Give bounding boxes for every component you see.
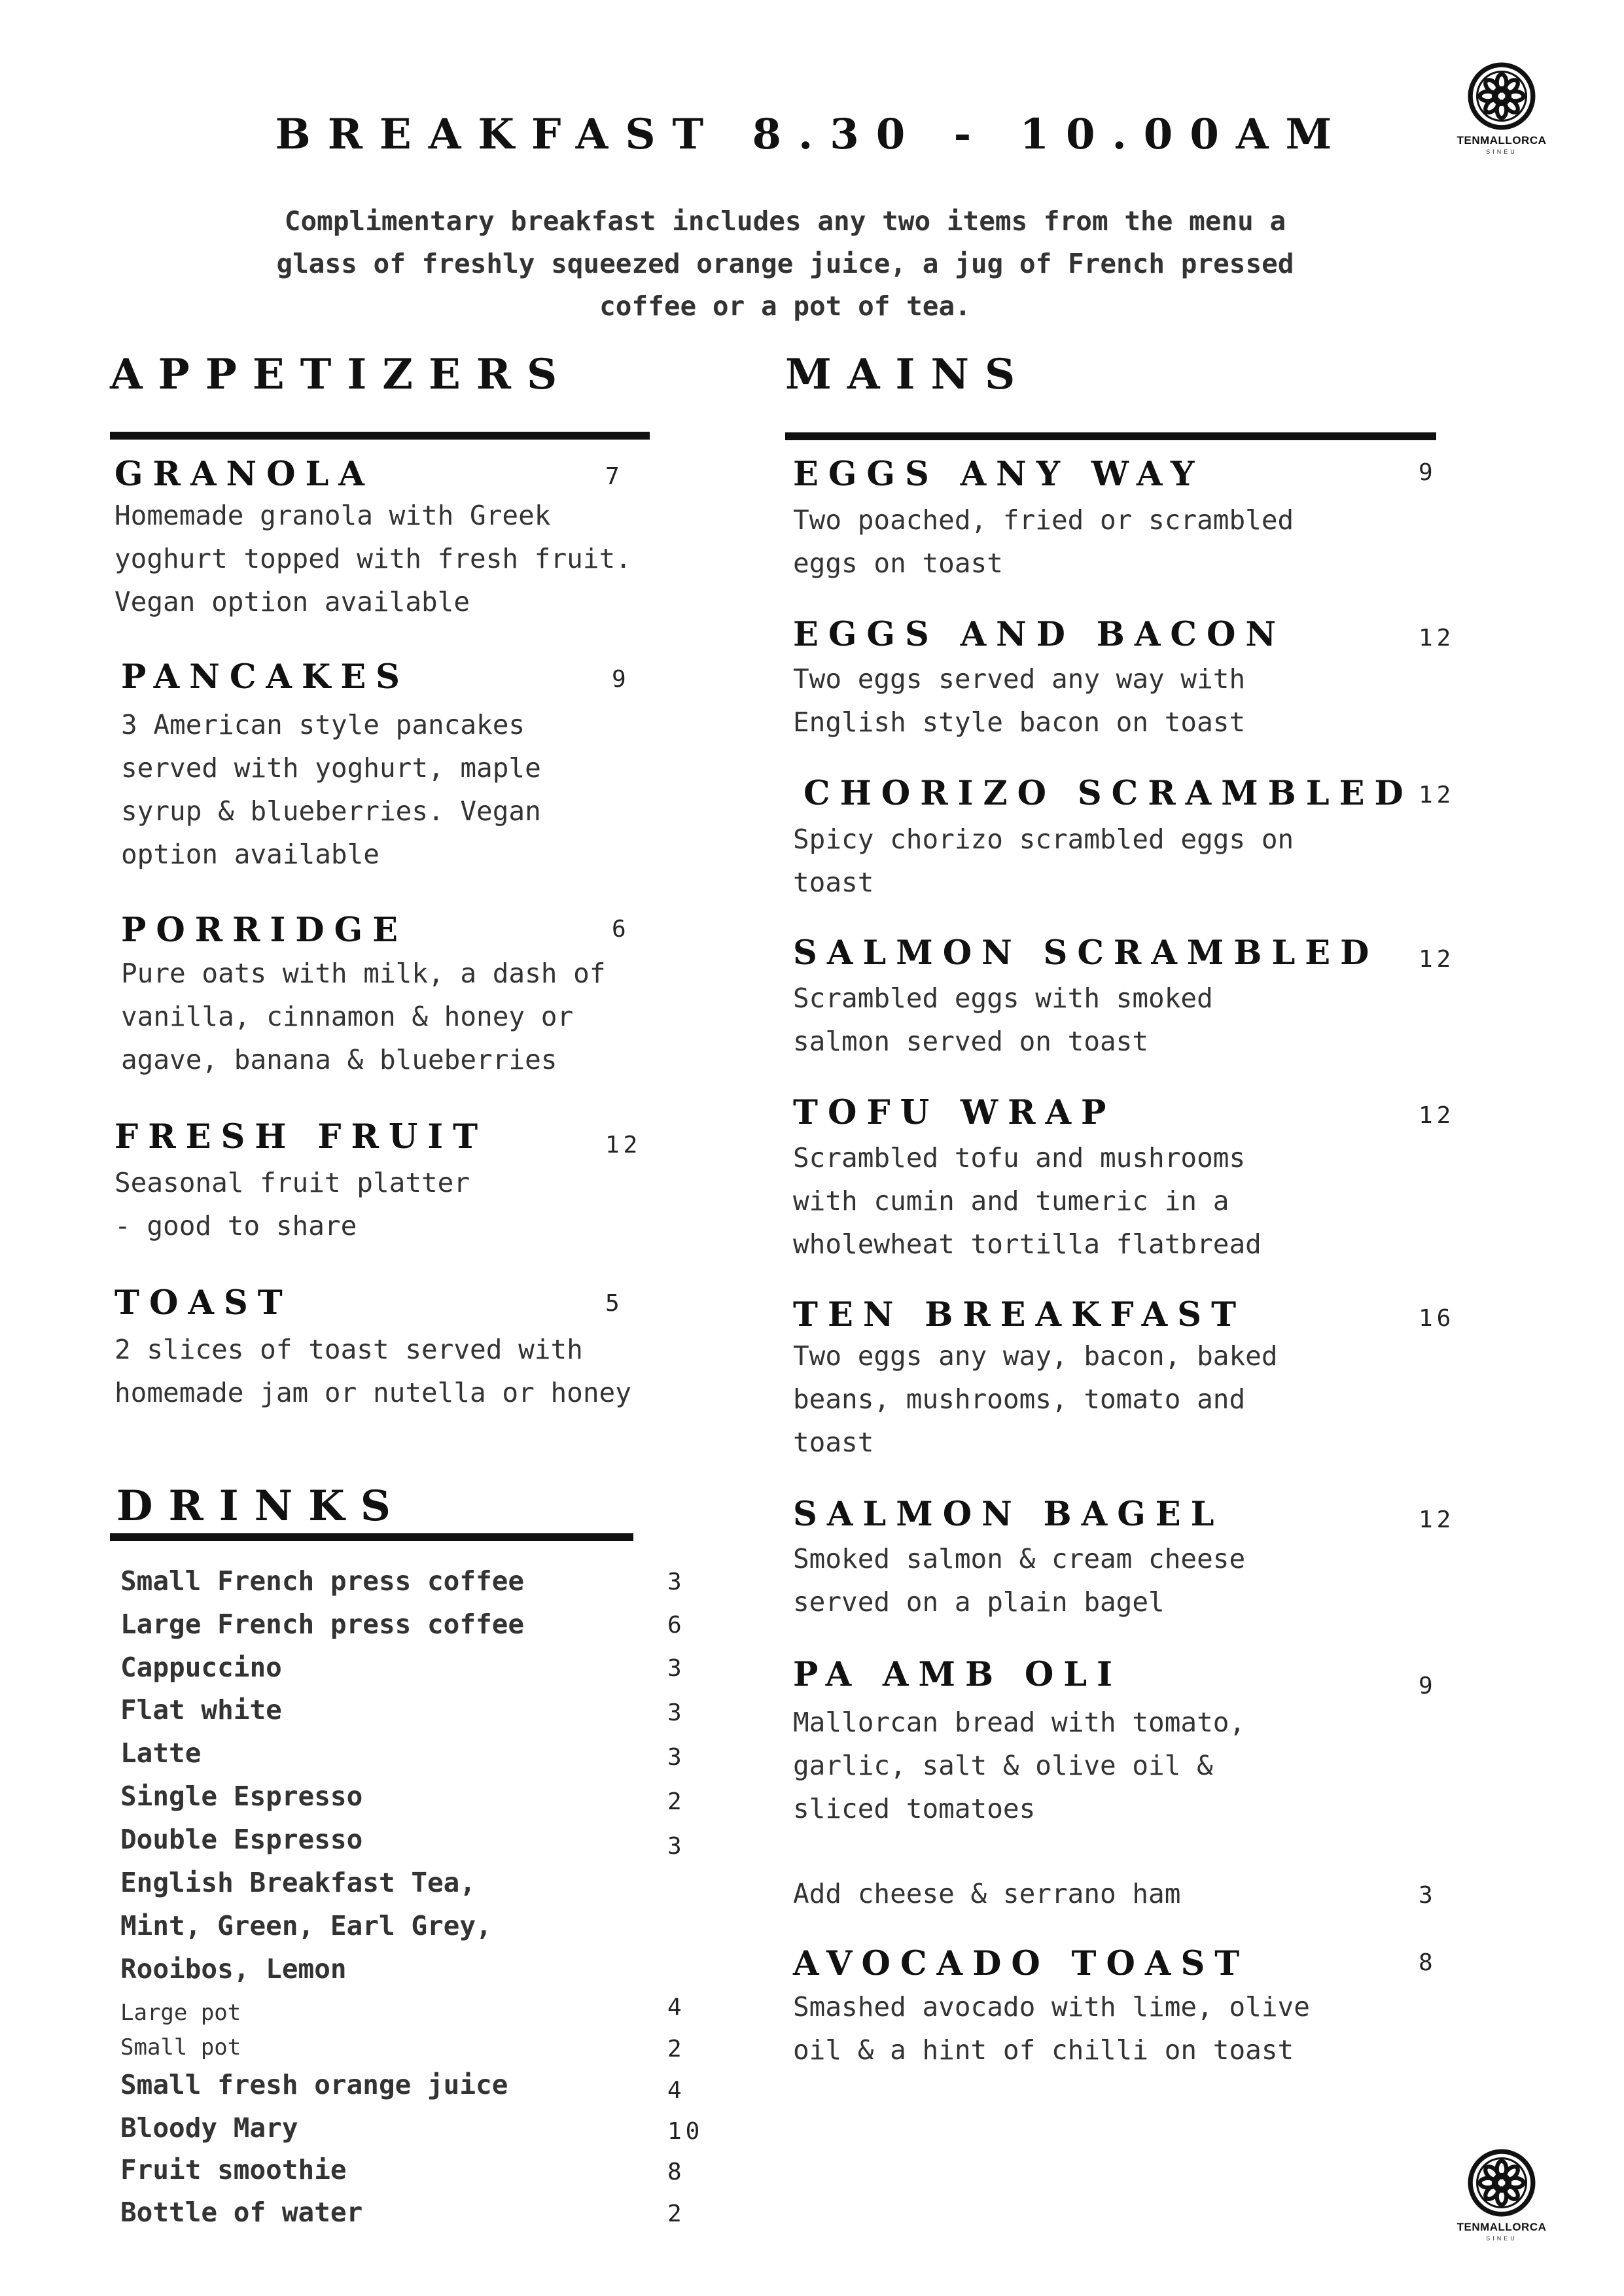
item-description [793,498,1294,585]
drink-price: 2 [667,2200,686,2227]
drink-price: 3 [667,1655,686,1682]
drink-name: Double Espresso [120,1824,363,1855]
description-line: sliced tomatoes [793,1793,1036,1824]
mains-heading: MAINS [785,350,1031,399]
item-description [793,818,1294,904]
item-description [115,1161,470,1247]
drink-price: 10 [667,2118,704,2145]
drink-price: 3 [667,1569,686,1595]
drink-name: Cappuccino [120,1652,282,1683]
item-price: 16 [1419,1305,1455,1332]
description-line: Smoked salmon & cream cheese [793,1543,1246,1574]
intro-text [164,200,1407,328]
item-name: SALMON BAGEL [793,1495,1224,1534]
description-line: Two eggs served any way with [793,663,1246,695]
drink-price: 6 [667,1612,686,1639]
item-price: 12 [1419,625,1455,652]
item-description [793,1136,1262,1266]
item-description [793,1872,1180,1915]
logo-subtitle: SINEU [1486,148,1517,155]
description-line: with cumin and tumeric in a [793,1185,1229,1217]
description-line: yoghurt topped with fresh fruit. [115,543,631,574]
description-line: Smashed avocado with lime, olive [793,1991,1310,2023]
intro-line: glass of freshly squeezed orange juice, a jug of French pressed [276,248,1294,279]
drink-name: Rooibos, Lemon [120,1953,347,1985]
drink-name: English Breakfast Tea, [120,1867,476,1898]
item-price: 9 [1419,1673,1437,1699]
description-line: homemade jam or nutella or honey [115,1377,631,1408]
description-line: oil & a hint of chilli on toast [793,2034,1294,2066]
drinks-heading: DRINKS [116,1482,406,1531]
item-name: AVOCADO TOAST [793,1944,1250,1983]
description-line: salmon served on toast [793,1026,1149,1057]
item-name: PA AMB OLI [793,1655,1122,1694]
item-price: 12 [1419,782,1455,809]
logo-emblem-icon [1468,2149,1536,2217]
drink-name: Small French press coffee [120,1565,525,1597]
appetizers-divider [110,432,650,440]
description-line: Scrambled tofu and mushrooms [793,1142,1246,1174]
description-line: agave, banana & blueberries [121,1044,557,1075]
item-description [793,977,1213,1063]
mains-divider [785,432,1436,440]
description-line: Two poached, fried or scrambled [793,504,1294,536]
drink-name: Small fresh orange juice [120,2069,508,2100]
item-description [793,1985,1310,2072]
description-line: wholewheat tortilla flatbread [793,1228,1262,1260]
description-line: 3 American style pancakes [121,709,525,740]
drink-name: Fruit smoothie [120,2154,347,2185]
description-line: garlic, salt & olive oil & [793,1750,1213,1781]
description-line: Spicy chorizo scrambled eggs on [793,824,1294,855]
item-price: 6 [612,916,630,943]
item-description [793,1537,1245,1624]
logo-wordmark: TENMALLORCA [1456,134,1547,147]
drink-name: Bloody Mary [120,2112,298,2144]
item-price: 9 [612,666,630,693]
logo-subtitle: SINEU [1486,2235,1517,2242]
item-name: FRESH FRUIT [115,1117,488,1157]
description-line: English style bacon on toast [793,706,1246,738]
item-price: 7 [605,463,624,490]
description-line: eggs on toast [793,548,1003,579]
description-line: Two eggs any way, bacon, baked [793,1340,1278,1372]
item-description [793,1334,1278,1464]
item-name: PORRIDGE [121,911,408,950]
drink-name: Small pot [120,2034,241,2061]
description-line: Vegan option available [115,586,470,617]
item-name: SALMON SCRAMBLED [793,933,1379,973]
drink-name: Flat white [120,1694,282,1726]
intro-line: coffee or a pot of tea. [599,290,971,322]
drink-name: Mint, Green, Earl Grey, [120,1910,492,1941]
drink-price: 4 [667,1994,686,2021]
drink-price: 2 [667,2036,686,2062]
item-description [793,1701,1245,1830]
logo-wordmark: TENMALLORCA [1456,2221,1547,2233]
item-name: GRANOLA [115,455,374,494]
description-line: served on a plain bagel [793,1586,1165,1618]
item-price: 5 [605,1290,624,1317]
item-name: TOAST [115,1283,292,1323]
item-name: CHORIZO SCRAMBLED [803,774,1413,813]
drink-price: 4 [667,2077,686,2104]
description-line: - good to share [115,1210,357,1242]
description-line: vanilla, cinnamon & honey or [121,1001,574,1032]
description-line: served with yoghurt, maple [121,752,541,784]
description-line: Seasonal fruit platter [115,1167,470,1198]
description-line: syrup & blueberries. Vegan [121,795,541,827]
description-line: toast [793,867,874,898]
item-description [115,1328,631,1414]
page-title: BREAKFAST 8.30 - 10.00AM [275,110,1349,159]
item-description [121,952,606,1081]
item-price: 3 [1419,1882,1437,1909]
description-line: toast [793,1427,874,1458]
item-description [115,494,631,623]
item-description [793,657,1245,744]
item-name: EGGS AND BACON [793,615,1286,654]
logo-bottom [1456,2149,1547,2242]
drink-price: 8 [667,2159,686,2185]
item-name: TEN BREAKFAST [793,1295,1246,1334]
description-line: Scrambled eggs with smoked [793,983,1213,1014]
drink-price: 3 [667,1833,686,1860]
description-line: Homemade granola with Greek [115,500,551,531]
description-line: beans, mushrooms, tomato and [793,1383,1246,1415]
drinks-divider [110,1533,633,1541]
drink-price: 2 [667,1788,686,1815]
item-description [121,703,541,876]
description-line: Mallorcan bread with tomato, [793,1707,1246,1738]
drink-name: Bottle of water [120,2197,363,2228]
item-price: 12 [605,1132,642,1158]
item-price: 12 [1419,1506,1455,1533]
item-price: 9 [1419,459,1437,486]
description-line: Pure oats with milk, a dash of [121,958,606,989]
item-name: TOFU WRAP [793,1093,1116,1132]
intro-line: Complimentary breakfast includes any two items from the menu a [284,205,1286,237]
item-price: 12 [1419,1102,1455,1129]
item-name: EGGS ANY WAY [793,455,1205,494]
appetizers-heading: APPETIZERS [110,350,573,399]
drink-price: 3 [667,1744,686,1771]
drink-name: Large French press coffee [120,1609,525,1640]
description-line: Add cheese & serrano ham [793,1878,1181,1909]
item-price: 12 [1419,946,1455,973]
description-line: option available [121,839,380,870]
item-price: 8 [1419,1949,1437,1976]
drink-name: Single Espresso [120,1781,363,1812]
description-line: 2 slices of toast served with [115,1334,583,1365]
item-name: PANCAKES [121,657,410,697]
drink-price: 3 [667,1699,686,1726]
drink-name: Large pot [120,2000,241,2026]
drink-name: Latte [120,1737,202,1769]
